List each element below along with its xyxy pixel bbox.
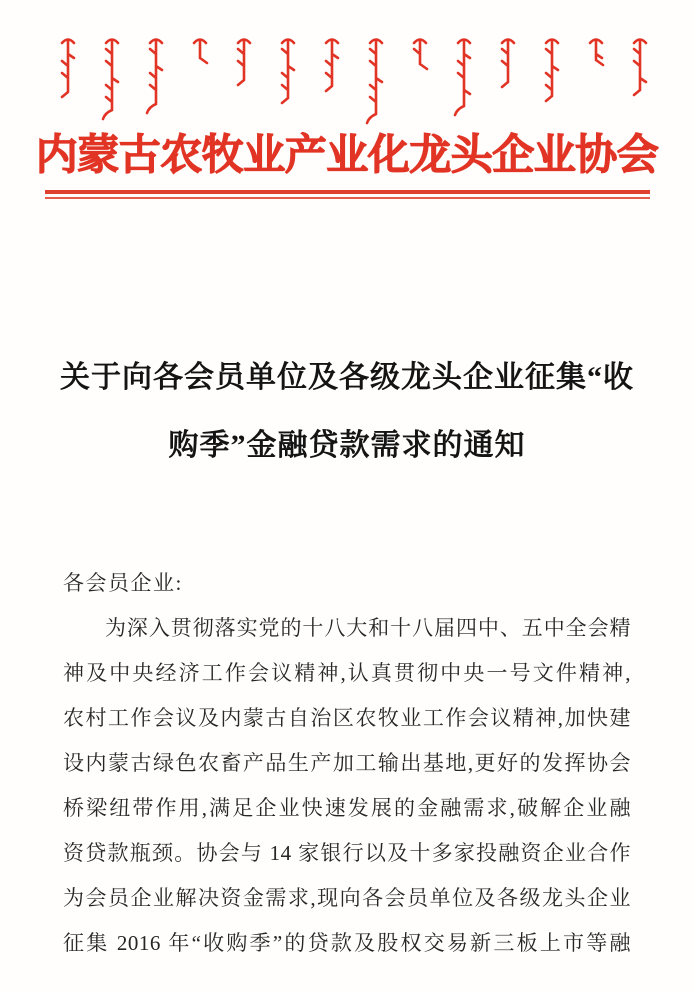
header-divider-thin-line (45, 197, 650, 199)
doc-title (40, 344, 654, 480)
body-text-line: 资贷款瓶颈。协会与 14 家银行以及十多家投融资企业合作 (63, 841, 631, 865)
mongolian-glyph (414, 40, 427, 70)
mongolian-glyph (62, 40, 74, 98)
body-text-line: 桥梁纽带作用,满足企业快速发展的金融需求,破解企业融 (63, 796, 631, 820)
mongolian-glyph (502, 40, 514, 88)
mongolian-glyph (282, 40, 294, 104)
mongolian-glyph (634, 40, 646, 96)
salutation: 各会员企业: (63, 571, 183, 595)
header-divider-thick-line (45, 190, 650, 194)
header-divider (45, 190, 650, 199)
body-text-line: 神及中央经济工作会议精神,认真贯彻中央一号文件精神, (63, 661, 631, 685)
body-text-line: 为会员企业解决资金需求,现向各会员单位及各级龙头企业 (63, 886, 631, 910)
body-text-line: 设内蒙古绿色农畜产品生产加工输出基地,更好的发挥协会 (63, 751, 631, 775)
mongolian-glyph (367, 40, 382, 124)
mongolian-glyph (590, 40, 603, 66)
mongolian-glyph (326, 40, 338, 92)
doc-body (63, 560, 631, 966)
mongolian-glyph (455, 40, 470, 116)
doc-title-line: 关于向各会员单位及各级龙头企业征集“收 (60, 361, 634, 394)
body-text-line: 为深入贯彻落实党的十八大和十八届四中、五中全会精 (105, 616, 631, 640)
doc-title-line: 购季”金融贷款需求的通知 (168, 429, 526, 462)
mongolian-glyph (147, 40, 162, 114)
mongolian-glyph (238, 40, 250, 86)
body-text-line: 征集 2016 年“收购季”的贷款及股权交易新三板上市等融 (63, 931, 631, 955)
org-name-title: 内蒙古农牧业产业化龙头企业协会 (35, 133, 659, 179)
mongolian-glyph (194, 40, 207, 64)
body-paragraph (63, 606, 631, 966)
body-text-line: 农村工作会议及内蒙古自治区农牧业工作会议精神,加快建 (63, 706, 631, 730)
mongolian-glyph (546, 40, 558, 102)
mongolian-glyph (103, 40, 118, 120)
